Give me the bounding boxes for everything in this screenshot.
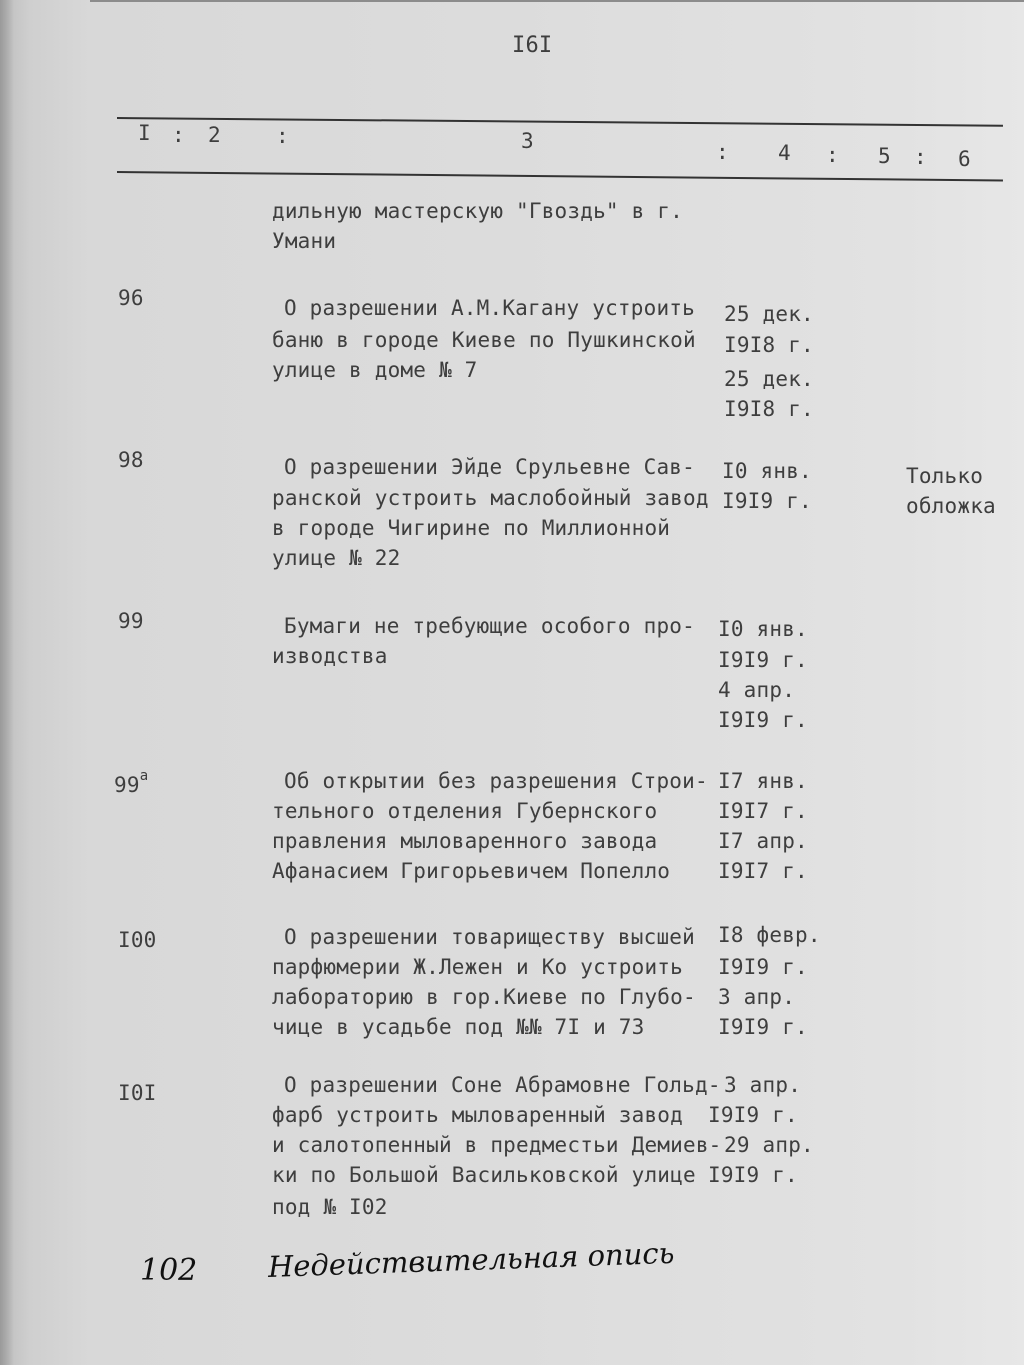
entry-text-line: Афанасием Григорьевичем Попелло	[272, 859, 671, 883]
entry-date: I9I9 г.	[718, 708, 808, 732]
entry-date: I9I7 г.	[718, 859, 808, 883]
entry-text-line: фарб устроить мыловаренный завод	[272, 1103, 683, 1127]
entry-date: 25 дек.	[724, 367, 814, 391]
entry-date: 29 апр.	[724, 1133, 814, 1157]
entry-number: 98	[118, 448, 144, 472]
entry-date: I0 янв.	[722, 459, 812, 483]
entry-number	[114, 765, 148, 801]
entry-text-line: улице № 22	[272, 546, 401, 570]
entry-text-line: тельного отделения Губернского	[272, 799, 658, 823]
entry-date: I9I9 г.	[718, 1015, 808, 1039]
entry-number-superscript: а	[139, 768, 149, 784]
entry-text-line: баню в городе Киеве по Пушкинской	[272, 328, 696, 352]
entry-text-line: О разрешении товариществу высшей	[284, 925, 695, 949]
entry-number: 96	[118, 286, 144, 310]
entry-date: I9I8 г.	[724, 397, 814, 421]
entry-note: обложка	[906, 494, 996, 518]
entry-date: I9I9 г.	[718, 648, 808, 672]
entry-date: 3 апр.	[724, 1073, 802, 1097]
entry-text-line: Об открытии без разрешения Строи-	[284, 769, 708, 793]
header-col-3: 3	[521, 129, 534, 153]
header-col-5: 5	[878, 144, 891, 168]
entry-text-line: О разрешении Соне Абрамовне Гольд-	[284, 1073, 721, 1097]
entry-date: I9I9 г.	[708, 1163, 798, 1187]
entry-date: I7 янв.	[718, 769, 808, 793]
handwritten-number: 102	[140, 1253, 198, 1288]
header-sep: :	[914, 145, 927, 169]
header-col-4: 4	[778, 141, 791, 165]
entry-text-line: в городе Чигирине по Миллионной	[272, 516, 671, 540]
entry-text-line: улице в доме № 7	[272, 358, 478, 382]
page-number: I6I	[512, 33, 553, 58]
entry-date: 3 апр.	[718, 985, 796, 1009]
handwritten-note: Недействительная опись	[267, 1235, 675, 1284]
entry-number: I0I	[118, 1081, 157, 1105]
entry-number: I00	[118, 928, 157, 952]
header-sep: :	[716, 140, 729, 164]
entry-date: I9I9 г.	[718, 955, 808, 979]
entry-text-line: дильную мастерскую "Гвоздь" в г.	[272, 199, 683, 223]
entry-text-line: под № I02	[272, 1195, 388, 1219]
header-sep: :	[826, 143, 839, 167]
entry-text-line: парфюмерии Ж.Лежен и Ко устроить	[272, 955, 683, 979]
entry-text-line: лабораторию в гор.Киеве по Глубо-	[272, 985, 696, 1009]
header-sep: :	[172, 123, 185, 147]
entry-date: I9I7 г.	[718, 799, 808, 823]
entry-text-line: О разрешении Эйде Срульевне Сав-	[284, 455, 695, 479]
entry-text-line: изводства	[272, 644, 388, 668]
header-col-1: I	[138, 121, 151, 145]
entry-text-line: чице в усадьбе под №№ 7I и 73	[272, 1015, 645, 1039]
entry-number: 99	[118, 609, 144, 633]
header-col-6: 6	[958, 147, 971, 171]
entry-date: I0 янв.	[718, 617, 808, 641]
entry-text-line: ранской устроить маслобойный завод	[272, 486, 709, 510]
entry-note: Только	[906, 464, 984, 488]
entry-date: I9I8 г.	[724, 333, 814, 357]
entry-number-main: 99	[114, 773, 140, 797]
entry-date: I8 февр.	[718, 923, 821, 947]
header-sep: :	[276, 124, 289, 148]
entry-date: I7 апр.	[718, 829, 808, 853]
entry-date: I9I9 г.	[722, 489, 812, 513]
entry-text-line: Бумаги не требующие особого про-	[284, 614, 695, 638]
entry-date: 4 апр.	[718, 678, 796, 702]
entry-text-line: правления мыловаренного завода	[272, 829, 658, 853]
entry-text-line: Умани	[272, 229, 337, 253]
entry-text-line: ки по Большой Васильковской улице	[272, 1163, 696, 1187]
entry-text-line: О разрешении А.М.Кагану устроить	[284, 296, 695, 320]
entry-date: 25 дек.	[724, 302, 814, 326]
header-col-2: 2	[208, 123, 221, 147]
entry-date: I9I9 г.	[708, 1103, 798, 1127]
entry-text-line: и салотопенный в предместьи Демиев-	[272, 1133, 722, 1157]
